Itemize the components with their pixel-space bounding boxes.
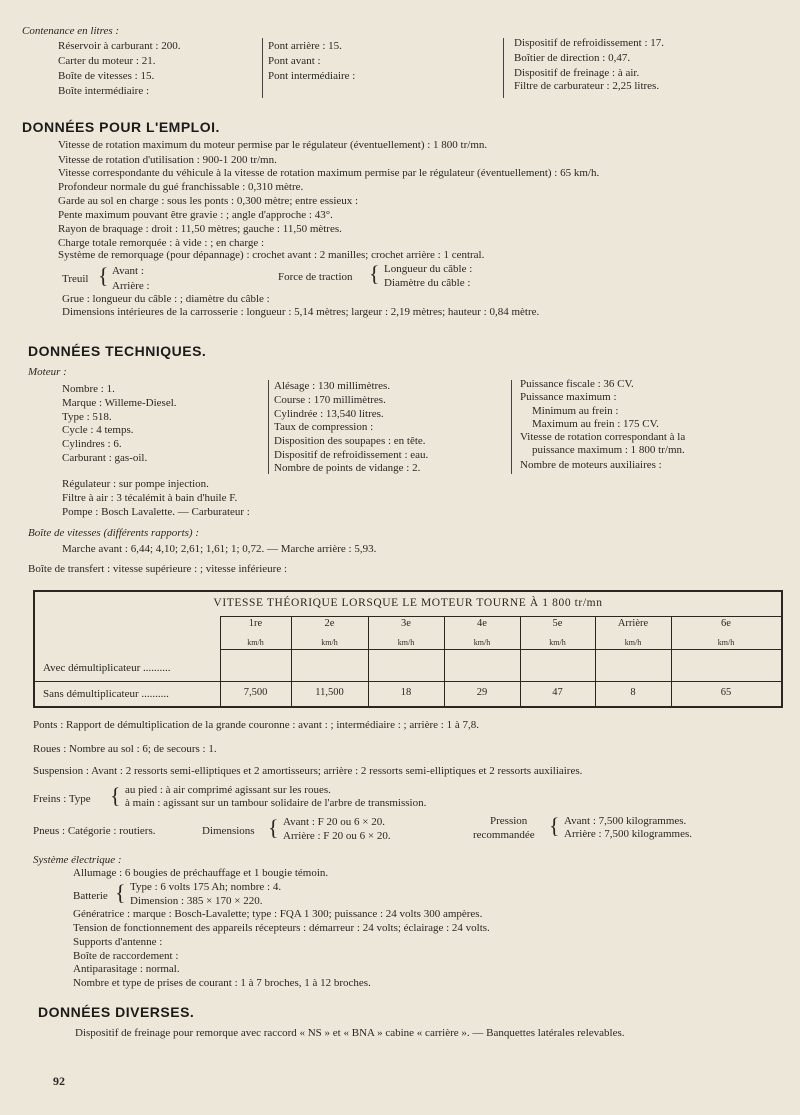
- contenance-item: Carter du moteur : 21.: [58, 55, 156, 67]
- treuil-label: Treuil: [62, 273, 89, 285]
- table-cell: 8: [630, 687, 636, 698]
- electrique-line: Tension de fonctionnement des appareils récepteurs : démarreur : 24 volts; éclairage : 24 volts.: [73, 922, 490, 934]
- section-heading-diverses: DONNÉES DIVERSES.: [38, 1004, 195, 1020]
- table-rule: [35, 681, 781, 682]
- moteur-item: puissance maximum : 1 800 tr/mn.: [532, 444, 685, 456]
- emploi-line: Rayon de braquage : droit : 11,50 mètres; gauche : 11,50 mètres.: [58, 223, 342, 235]
- pneus-pression-label: Pression: [490, 815, 528, 827]
- table-rule: [220, 616, 781, 617]
- electrique-line: Boîte de raccordement :: [73, 950, 179, 962]
- pneus-dim-item: Arrière : F 20 ou 6 × 20.: [283, 830, 391, 842]
- batterie-item: Dimension : 385 × 170 × 220.: [130, 895, 263, 907]
- table-unit: km/h: [397, 638, 415, 647]
- table-cell: 11,500: [315, 687, 344, 698]
- treuil-item: Avant :: [112, 265, 144, 277]
- section-heading-techniques: DONNÉES TECHNIQUES.: [28, 343, 207, 359]
- moteur-item: Disposition des soupapes : en tête.: [274, 435, 426, 447]
- emploi-line: Système de remorquage (pour dépannage) : crochet avant : 2 manilles; crochet arrière : 1 central.: [58, 249, 485, 261]
- moteur-item: Marque : Willeme-Diesel.: [62, 397, 177, 409]
- column-divider: [268, 380, 269, 474]
- table-header: 6e: [721, 618, 731, 629]
- contenance-item: Pont intermédiaire :: [268, 70, 356, 82]
- boite-label: Boîte de vitesses (différents rapports) :: [28, 527, 199, 539]
- moteur-extra: Pompe : Bosch Lavalette. — Carburateur :: [62, 506, 250, 518]
- brace: {: [549, 813, 560, 838]
- table-row-label: Avec démultiplicateur ..........: [43, 662, 171, 674]
- brace: {: [110, 783, 121, 808]
- table-unit: km/h: [549, 638, 566, 647]
- force-label: Force de traction: [278, 271, 353, 283]
- column-divider: [262, 38, 263, 98]
- moteur-item: Alésage : 130 millimètres.: [274, 380, 391, 392]
- table-header: 4e: [477, 618, 487, 629]
- table-header: 1re: [248, 618, 263, 629]
- transfert-line: Boîte de transfert : vitesse supérieure : ; vitesse inférieure :: [28, 563, 288, 575]
- table-unit: km/h: [247, 638, 264, 647]
- contenance-item: Pont arrière : 15.: [268, 40, 342, 52]
- speed-table-title: VITESSE THÉORIQUE LORSQUE LE MOTEUR TOURNE À 1 800 tr/mn: [213, 597, 603, 609]
- table-cell: 29: [476, 687, 488, 698]
- table-header: Arrière: [617, 618, 649, 629]
- table-unit: km/h: [473, 638, 491, 647]
- emploi-line: Pente maximum pouvant être gravie : ; angle d'approche : 43°.: [58, 209, 333, 221]
- moteur-item: Cylindrée : 13,540 litres.: [274, 408, 384, 420]
- roues-line: Roues : Nombre au sol : 6; de secours : 1.: [33, 743, 217, 755]
- moteur-item: Type : 518.: [62, 411, 112, 423]
- moteur-item: Nombre : 1.: [62, 383, 115, 395]
- contenance-heading: Contenance en litres :: [22, 25, 120, 37]
- contenance-item: Boîtier de direction : 0,47.: [514, 52, 631, 64]
- moteur-label: Moteur :: [28, 366, 67, 378]
- emploi-line: Vitesse de rotation maximum du moteur permise par le régulateur (éventuellement) : 1 800 tr/mn.: [58, 139, 488, 151]
- moteur-item: Puissance fiscale : 36 CV.: [520, 378, 634, 390]
- moteur-item: Taux de compression :: [274, 421, 374, 433]
- pneus-label: Pneus : Catégorie : routiers.: [33, 825, 156, 837]
- table-header: 2e: [324, 618, 335, 629]
- electrique-line: Génératrice : marque : Bosch-Lavalette; type : FQA 1 300; puissance : 24 volts 300 ampères.: [73, 908, 483, 920]
- column-divider: [503, 38, 504, 98]
- moteur-item: Dispositif de refroidissement : eau.: [274, 449, 429, 461]
- contenance-item: Dispositif de freinage : à air.: [514, 67, 640, 79]
- diverses-line: Dispositif de freinage pour remorque avec raccord « NS » et « BNA » cabine « carrière ». — Banquettes latérales relevables.: [75, 1027, 625, 1039]
- table-unit: km/h: [321, 638, 338, 647]
- moteur-item: Cycle : 4 temps.: [62, 424, 134, 436]
- moteur-item: Course : 170 millimètres.: [274, 394, 386, 406]
- ponts-line: Ponts : Rapport de démultiplication de la grande couronne : avant : ; intermédiaire : ; arrière : 1 à 7,8.: [33, 719, 479, 731]
- electrique-allumage: Allumage : 6 bougies de préchauffage et 1 bougie témoin.: [73, 867, 329, 879]
- brace: {: [369, 261, 380, 286]
- batterie-item: Type : 6 volts 175 Ah; nombre : 4.: [130, 881, 282, 893]
- brace: {: [98, 263, 109, 288]
- dimensions-line: Dimensions intérieures de la carrosserie : longueur : 5,14 mètres; largeur : 2,19 mètres; hauteur : 0,84 mètre.: [62, 306, 540, 318]
- pneus-dim-label: Dimensions: [202, 825, 255, 837]
- contenance-item: Dispositif de refroidissement : 17.: [514, 37, 665, 49]
- brace: {: [115, 880, 126, 905]
- electrique-line: Antiparasitage : normal.: [73, 963, 180, 975]
- moteur-item: Maximum au frein : 175 CV.: [532, 418, 659, 430]
- force-item: Longueur du câble :: [384, 263, 473, 275]
- table-row-label: Sans démultiplicateur ..........: [43, 688, 169, 700]
- pneus-pression-item: Arrière : 7,500 kilogrammes.: [564, 828, 692, 840]
- suspension-line: Suspension : Avant : 2 ressorts semi-elliptiques et 2 amortisseurs; arrière : 2 ressorts semi-elliptiques et 2 ressorts auxiliaires.: [33, 765, 583, 777]
- freins-item: au pied : à air comprimé agissant sur les roues.: [125, 784, 331, 796]
- boite-line: Marche avant : 6,44; 4,10; 2,61; 1,61; 1; 0,72. — Marche arrière : 5,93.: [62, 543, 377, 555]
- table-header: 3e: [401, 618, 411, 629]
- contenance-item: Boîte intermédiaire :: [58, 85, 150, 97]
- grue-line: Grue : longueur du câble : ; diamètre du câble :: [62, 293, 270, 305]
- electrique-line: Nombre et type de prises de courant : 1 à 7 broches, 1 à 12 broches.: [73, 977, 371, 989]
- freins-label: Freins : Type: [33, 793, 91, 805]
- moteur-item: Cylindres : 6.: [62, 438, 122, 450]
- emploi-line: Vitesse correspondante du véhicule à la vitesse de rotation maximum permise par le régulateur (éventuellement) : 65 km/h.: [58, 167, 600, 179]
- brace: {: [268, 815, 279, 840]
- pneus-pression-item: Avant : 7,500 kilogrammes.: [564, 815, 687, 827]
- contenance-item: Pont avant :: [268, 55, 321, 67]
- moteur-item: Carburant : gas-oil.: [62, 452, 148, 464]
- contenance-item: Filtre de carburateur : 2,25 litres.: [514, 80, 660, 92]
- freins-item: à main : agissant sur un tambour solidaire de l'arbre de transmission.: [125, 797, 427, 809]
- table-unit: km/h: [624, 638, 642, 647]
- force-item: Diamètre du câble :: [384, 277, 471, 289]
- emploi-line: Profondeur normale du gué franchissable : 0,310 mètre.: [58, 181, 304, 193]
- contenance-item: Boîte de vitesses : 15.: [58, 70, 155, 82]
- table-cell: 65: [720, 687, 732, 698]
- column-divider: [511, 380, 512, 474]
- contenance-item: Réservoir à carburant : 200.: [58, 40, 181, 52]
- pneus-pression-label: recommandée: [473, 829, 535, 841]
- table-unit: km/h: [717, 638, 735, 647]
- page-number: 92: [53, 1074, 65, 1088]
- table-cell: 7,500: [243, 687, 268, 698]
- moteur-item: Puissance maximum :: [520, 391, 617, 403]
- electrique-line: Supports d'antenne :: [73, 936, 163, 948]
- moteur-extra: Régulateur : sur pompe injection.: [62, 478, 209, 490]
- electrique-label: Système électrique :: [33, 854, 122, 866]
- moteur-item: Minimum au frein :: [532, 405, 619, 417]
- treuil-item: Arrière :: [112, 280, 150, 292]
- table-rule: [220, 649, 781, 650]
- moteur-item: Nombre de points de vidange : 2.: [274, 462, 421, 474]
- emploi-line: Garde au sol en charge : sous les ponts : 0,300 mètre; entre essieux :: [58, 195, 359, 207]
- moteur-extra: Filtre à air : 3 técalémit à bain d'huile F.: [62, 492, 238, 504]
- moteur-item: Nombre de moteurs auxiliaires :: [520, 459, 662, 471]
- emploi-line: Vitesse de rotation d'utilisation : 900-1 200 tr/mn.: [58, 154, 277, 166]
- section-heading-emploi: DONNÉES POUR L'EMPLOI.: [22, 119, 220, 135]
- pneus-dim-item: Avant : F 20 ou 6 × 20.: [283, 816, 385, 828]
- batterie-label: Batterie: [73, 890, 108, 902]
- table-cell: 47: [552, 687, 563, 698]
- speed-table: [33, 590, 783, 708]
- table-cell: 18: [400, 687, 412, 698]
- table-header: 5e: [552, 618, 563, 629]
- emploi-line: Charge totale remorquée : à vide : ; en charge :: [58, 237, 265, 249]
- moteur-item: Vitesse de rotation correspondant à la: [520, 431, 686, 443]
